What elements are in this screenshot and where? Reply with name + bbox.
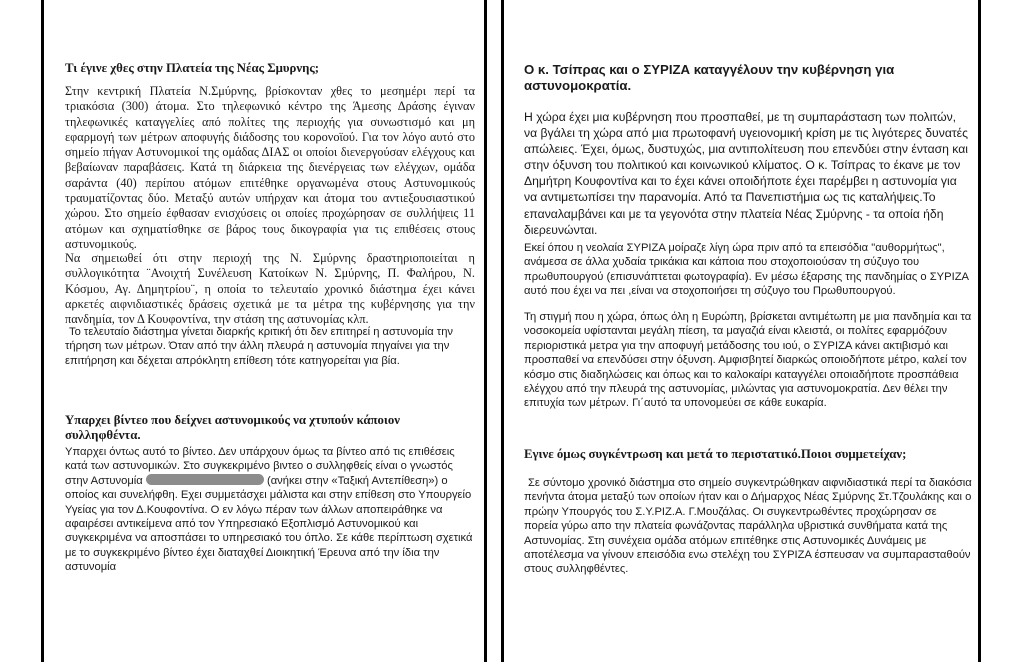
right-paragraph-2: Εκεί όπου η νεολαία ΣΥΡΙΖΑ μοίραζε λίγη ώρα πριν από τα επεισόδια "αυθορμήτως", ανάμεσα σε άλλα χυδαία τρικάκια και κάποια που στοχοποιούσαν τη σύζυγο του πρωθυπουργού (επισυνάπτεται φωτογραφία). Εν μέσω έξαρσης της πανδημίας ο ΣΥΡΙΖΑ αυτό που έχει να πει ,είναι να στοχοποιήσει τη σύζυγο του Πρωθυπουργού.: [524, 242, 969, 298]
redaction-bar: [146, 474, 264, 485]
left-paragraph-4: [65, 445, 475, 575]
right-paragraph-3: Τη στιγμή που η χώρα, όπως όλη η Ευρώπη, βρίσκεται αντιμέτωπη με μια πανδημία και τα νοσοκομεία υφίστανται μεγάλη πίεση, τα μαγαζιά είναι κλειστά, οι πολίτες εφαρμόζουν περιοριστικά μετρα για την αποφυγή μετάδοσης του ιού, ο ΣΥΡΙΖΑ κάνει ακτιβισμό και προσπαθεί να επενδύσει στην όξυνση. Αμφισβητεί διαρκώς οποιοδήποτε μέτρο, καλεί τον κόσμο στις διαδηλώσεις και όπως και το καλοκαίρι καταγγέλει οποιαδήποτε προσπάθεια ελέγχου από την πλευρά της αστυνομίας, μιλώντας για αστυνομοκρατία. Δεν θέλει την επιτυχία των μέτρων. Γι΄αυτό τα υπονομεύει σε κάθε ευκαρία.: [524, 311, 972, 410]
left-heading-1: Τι έγινε χθες στην Πλατεία της Νέας Σμυρνης;: [65, 61, 320, 75]
right-page-right-border: [978, 0, 981, 662]
left-page-border: [41, 0, 44, 662]
left-page-right-border: [484, 0, 487, 662]
right-heading-1: Ο κ. Τσίπρας και ο ΣΥΡΙΖΑ καταγγέλουν την κυβέρνηση για αστυνομοκρατία.: [524, 62, 895, 93]
left-paragraph-4-text-a: Υπαρχει όντως αυτό το βίντεο. Δεν υπάρχουν όμως τα βίντεο από τις επιθέσεις κατά των αστυνομικών. Στο συγκεκριμένο βιντεο ο συλληφθείς είναι ο γνωστός στην Αστυνομία: [65, 446, 455, 487]
right-heading-2: Εγινε όμως συγκέντρωση και μετά το περιστατικό.Ποιοι συμμετείχαν;: [524, 447, 907, 461]
left-heading-2: Υπαρχει βίντεο που δείχνει αστυνομικούς να χτυπούν κάποιον συλληφθέντα.: [65, 413, 400, 442]
right-paragraph-1: Η χώρα έχει μια κυβέρνηση που προσπαθεί, με τη συμπαράσταση των πολιτών, να βγάλει τη χώρα από μια πρωτοφανή υγειονομική κρίση με τις λιγότερες δυνατές απώλειες. Έχει, όμως, δυστυχώς, μια αντιπολίτευση που επενδύει στην ένταση και στην όξυνση του πολιτικού και κοινωνικού κλίματος. Ο κ. Τσίπρας το έκανε με τον Δημήτρη Κουφοντίνα και το έχει κάνει οποιδήποτε έχει παρέμβει η αστυνομία για να αντιμετωπίσει την παρανομία. Από τα Πανεπιστήμια ως τις καταλήψεις.Το επαναλαμβάνει και με τα γεγονότα στην πλατεία Νέας Σμύρνης - τα οποία ήδη διερευνώνται.: [524, 110, 968, 237]
left-paragraph-4-text-b: (ανήκει στην «Ταξική Αντεπίθεση») ο οποίος και συνελήφθη. Εχει συμμετάσχει μάλιστα και στην επίθεση στο Υπουργείο Υγείας για τον Δ.Κουφοντίνα. Ο εν λόγω πέραν των άλλων αποπειράθηκε να αφαιρέσει αντικείμενα από τον Υπηρεσιακό Εξοπλισμό Αστυνομικού και συγκεκριμένα να αποσπάσει το υπηρεσιακό του όπλο. Σε κάθε περίπτωση σχετικά με το συγκεκριμένο βίντεο έχει διαταχθεί Διοικητική Έρευνα από την ίδια την αστυνομία: [65, 474, 473, 574]
right-paragraph-4: Σε σύντομο χρονικό διάστημα στο σημείο συγκεντρώθηκαν αιφνιδιαστικά περί τα διακόσια πενήντα άτομα μεταξύ των οποίων ήταν και ο Δήμαρχος Νέας Σμύρνης Στ.Τζουλάκης και ο πρώην Υπουργός του Σ.Υ.ΡΙΖ.Α. Γ.Μουζάλας. Οι συγκεντρωθέντες προχώρησαν σε πορεία γύρω απο την πλατεία φωνάζοντας παράλληλα υβριστικά συνθήματα κατά της Αστυνομίας. Στη συνέχεια ομάδα ατόμων επιτέθηκε στις Αστυνομικές Δυνάμεις με αποτέλεσμα να γίνουν επεισόδια ενω στελέχη του ΣΥΡΙΖΑ έσπευσαν να συμπαρασταθούν στους συλληφθέντες.: [524, 477, 972, 576]
left-paragraph-2: Να σημειωθεί ότι στην περιοχή της Ν. Σμύρνης δραστηριοποιείται η συλλογικότητα ¨Ανοιχτή Συνέλευση Κατοίκων Ν. Σμύρνης, Π. Φαλήρου, Ν. Κόσμου, Αγ. Δημητρίου¨, η οποία το τελευταίο χρονικό διάστημα έχει κάνει αρκετές αιφνιδιαστικές δράσεις σχετικά με τα μέτρα της κυβέρνησης για την πανδημία, τον Δ Κουφοντίνα, την στάση της αστυνομίας κλπ.: [65, 251, 475, 327]
left-paragraph-1: Στην κεντρική Πλατεία Ν.Σμύρνης, βρίσκονταν χθες το μεσημέρι περί τα τριακόσια (300) άτομα. Στο τηλεφωνικό κέντρο της Άμεσης Δράσης έγιναν τηλεφωνικές καταγγελίες από πολίτες της περιοχής για συνωστισμό και μη εφαρμογή των μέτρων αποφυγής διάδοσης του κορονοϊού. Για τον λόγο αυτό στο σημείο πήγαν Αστυνομικοί της ομάδας ΔΙΑΣ οι οποίοι διενεργούσαν ελέγχους και βεβαίωναν παραβάσεις. Κατά τη διάρκεια της διενέργειας των ελέγχων, ομάδα σαράντα (40) περίπου ατόμων επιτέθηκε οργανωμένα στους Αστυνομικούς τραυματίζοντας δύο. Μεταξύ αυτών υπήρχαν και άτομα του αντιεξουσιαστικού χώρου. Στο σημείο έφθασαν ενισχύσεις οι οποίες προχώρησαν σε συλλήψεις 11 ατόμων και σχηματίσθηκε σε βάρος τους δικογραφία για τις επιθέσεις στους αστυνομικούς.: [65, 84, 475, 251]
right-page-border: [501, 0, 504, 662]
left-paragraph-3: Το τελευταίο διάστημα γίνεται διαρκής κριτική ότι δεν επιτηρεί η αστυνομία την τήρηση των μέτρων. Όταν από την άλλη πλευρά η αστυνομία πηγαίνει για την επιτήρηση και δέχεται απρόκλητη επίθεση τότε κατηγορείται για βία.: [65, 326, 454, 367]
